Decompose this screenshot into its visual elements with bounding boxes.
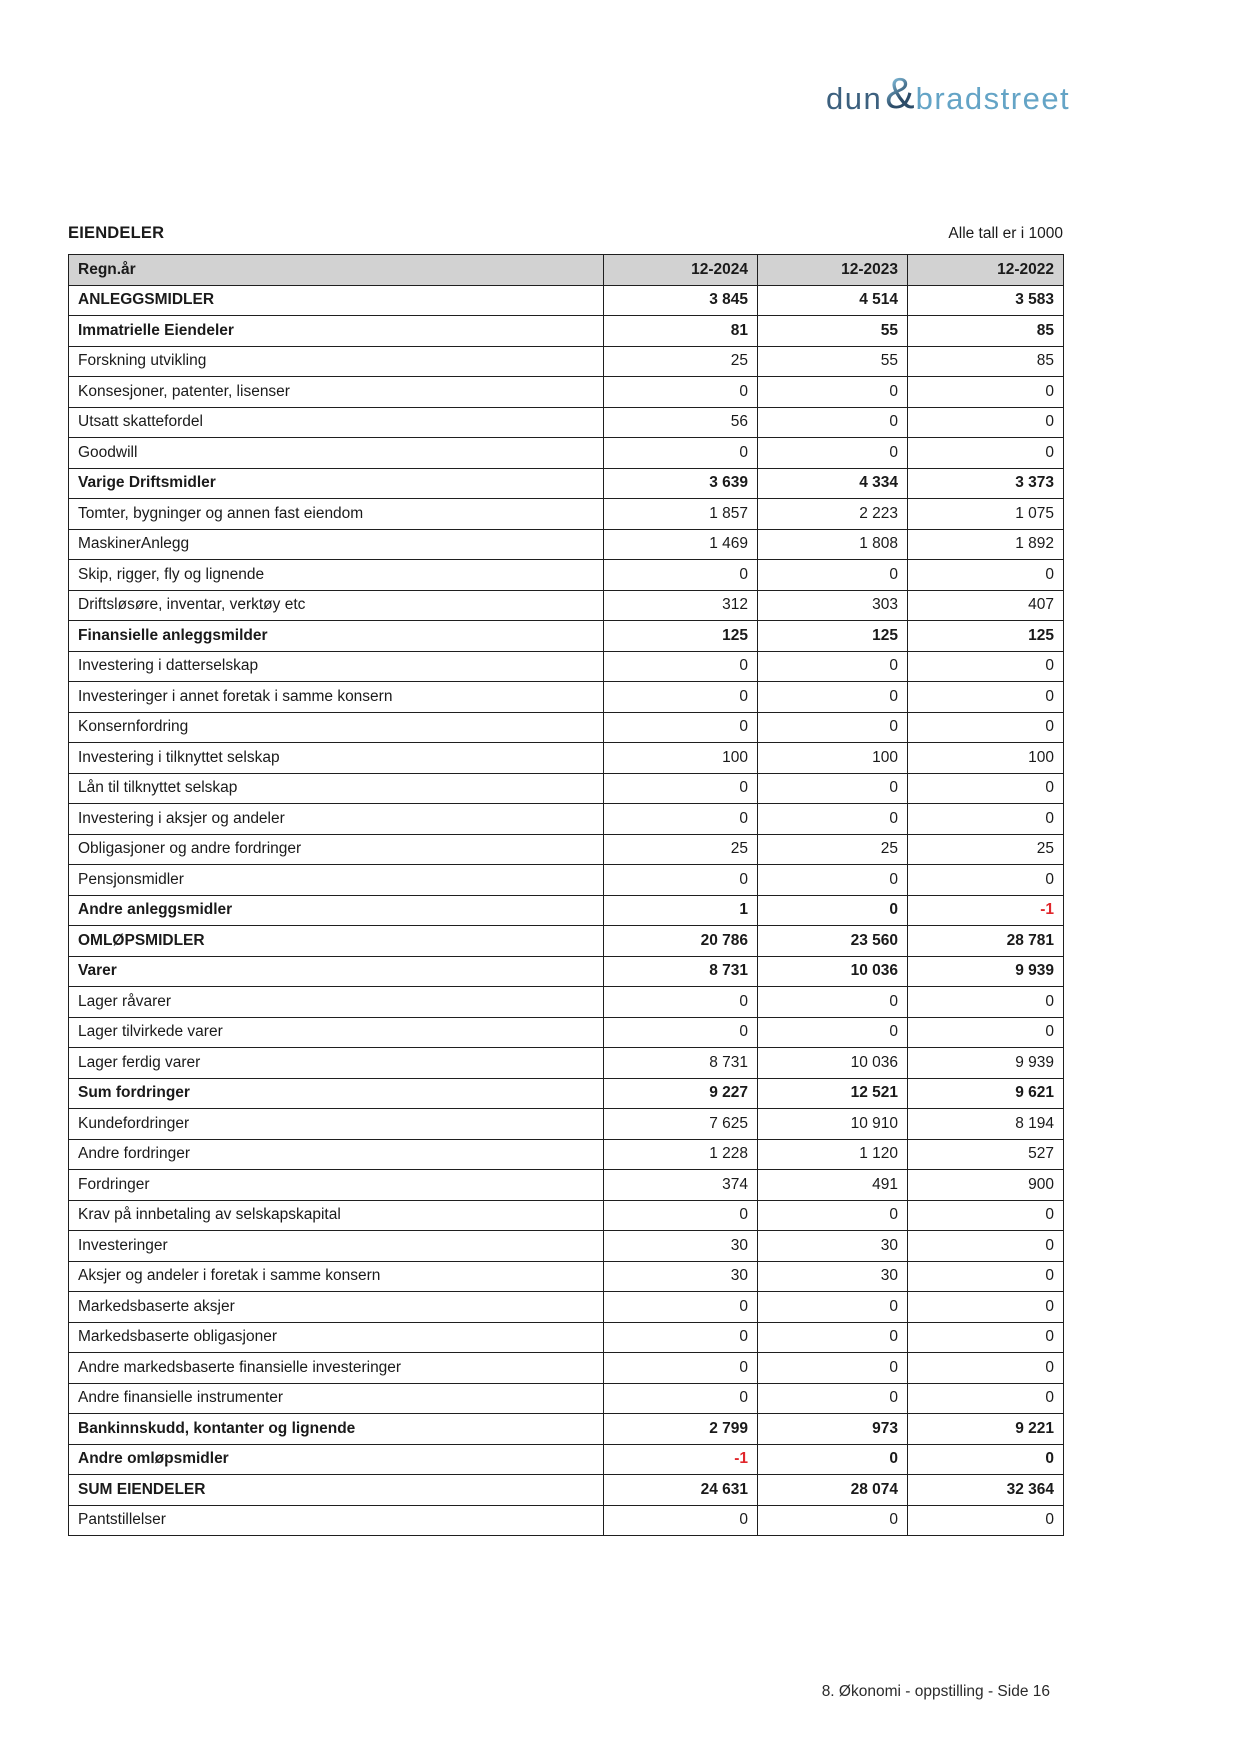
row-value: 0: [908, 712, 1064, 743]
row-label: Andre finansielle instrumenter: [69, 1383, 604, 1414]
row-value: 100: [908, 743, 1064, 774]
table-row: [69, 956, 1064, 987]
row-label: Investering i aksjer og andeler: [69, 804, 604, 835]
row-label: Investering i datterselskap: [69, 651, 604, 682]
row-value: 0: [758, 1353, 908, 1384]
row-value: 9 227: [604, 1078, 758, 1109]
row-value: 25: [604, 834, 758, 865]
row-label: Skip, rigger, fly og lignende: [69, 560, 604, 591]
row-value: 0: [604, 1383, 758, 1414]
column-header-regnar: Regn.år: [69, 255, 604, 286]
row-label: Varer: [69, 956, 604, 987]
page-title: EIENDELER: [68, 224, 165, 242]
table-row: [69, 285, 1064, 316]
row-value: 30: [758, 1261, 908, 1292]
table-row: [69, 1444, 1064, 1475]
row-label: Markedsbaserte aksjer: [69, 1292, 604, 1323]
table-row: [69, 712, 1064, 743]
row-value: 0: [604, 1353, 758, 1384]
row-value: 0: [604, 1017, 758, 1048]
row-value: 2 223: [758, 499, 908, 530]
row-label: Sum fordringer: [69, 1078, 604, 1109]
row-label: Kundefordringer: [69, 1109, 604, 1140]
row-label: Obligasjoner og andre fordringer: [69, 834, 604, 865]
row-value: 0: [758, 895, 908, 926]
row-value: 527: [908, 1139, 1064, 1170]
row-value: 0: [908, 438, 1064, 469]
row-value: 56: [604, 407, 758, 438]
row-value: 0: [604, 438, 758, 469]
row-value: 81: [604, 316, 758, 347]
row-value: 0: [758, 651, 908, 682]
table-row: [69, 499, 1064, 530]
row-label: Forskning utvikling: [69, 346, 604, 377]
table-row: [69, 1353, 1064, 1384]
row-value: 0: [604, 712, 758, 743]
row-value: 0: [908, 1322, 1064, 1353]
row-value: 3 583: [908, 285, 1064, 316]
row-value: 32 364: [908, 1475, 1064, 1506]
row-label: ANLEGGSMIDLER: [69, 285, 604, 316]
table-row: [69, 590, 1064, 621]
row-value: 900: [908, 1170, 1064, 1201]
row-value: 25: [604, 346, 758, 377]
row-label: Pantstillelser: [69, 1505, 604, 1536]
row-label: Pensjonsmidler: [69, 865, 604, 896]
dun-bradstreet-logo: [826, 69, 1071, 120]
row-value: 0: [604, 560, 758, 591]
row-value: 7 625: [604, 1109, 758, 1140]
table-row: [69, 1383, 1064, 1414]
row-value: 1 228: [604, 1139, 758, 1170]
row-value: 20 786: [604, 926, 758, 957]
page-footer: 8. Økonomi - oppstilling - Side 16: [821, 1683, 1050, 1700]
row-value: 100: [604, 743, 758, 774]
row-value: 0: [604, 377, 758, 408]
row-value: 0: [908, 1353, 1064, 1384]
row-label: Andre fordringer: [69, 1139, 604, 1170]
row-value: 303: [758, 590, 908, 621]
row-value: 28 781: [908, 926, 1064, 957]
row-label: Lager tilvirkede varer: [69, 1017, 604, 1048]
row-value: 10 036: [758, 956, 908, 987]
table-row: [69, 1505, 1064, 1536]
column-header-12-2022: 12-2022: [908, 255, 1064, 286]
row-value: 0: [908, 1261, 1064, 1292]
row-label: Lager råvarer: [69, 987, 604, 1018]
table-row: [69, 407, 1064, 438]
row-label: Markedsbaserte obligasjoner: [69, 1322, 604, 1353]
row-value: 374: [604, 1170, 758, 1201]
row-value: 55: [758, 316, 908, 347]
row-value: 0: [908, 804, 1064, 835]
row-value: 10 036: [758, 1048, 908, 1079]
row-value: 0: [604, 682, 758, 713]
table-row: [69, 651, 1064, 682]
row-label: Goodwill: [69, 438, 604, 469]
table-row: [69, 926, 1064, 957]
row-value: 0: [758, 987, 908, 1018]
table-row: [69, 865, 1064, 896]
row-value: 0: [604, 987, 758, 1018]
row-value: 0: [758, 1322, 908, 1353]
row-value: 1: [604, 895, 758, 926]
row-label: Investeringer: [69, 1231, 604, 1262]
row-value: 0: [758, 712, 908, 743]
row-value: 28 074: [758, 1475, 908, 1506]
table-row: [69, 1200, 1064, 1231]
logo-ampersand-icon: &: [885, 69, 915, 118]
row-label: Konsesjoner, patenter, lisenser: [69, 377, 604, 408]
row-value: 0: [604, 1505, 758, 1536]
row-label: Aksjer og andeler i foretak i samme konsern: [69, 1261, 604, 1292]
row-value: 0: [604, 1200, 758, 1231]
row-value: 0: [758, 773, 908, 804]
row-label: Konsernfordring: [69, 712, 604, 743]
row-value: 0: [908, 1200, 1064, 1231]
table-row: [69, 1170, 1064, 1201]
row-value: -1: [604, 1444, 758, 1475]
table-row: [69, 895, 1064, 926]
row-value: 1 892: [908, 529, 1064, 560]
row-label: MaskinerAnlegg: [69, 529, 604, 560]
row-value: 0: [758, 682, 908, 713]
column-header-12-2024: 12-2024: [604, 255, 758, 286]
row-value: 0: [758, 1292, 908, 1323]
row-value: 0: [758, 804, 908, 835]
row-value: 8 731: [604, 1048, 758, 1079]
table-row: [69, 743, 1064, 774]
units-note: Alle tall er i 1000: [948, 225, 1063, 242]
row-label: Andre omløpsmidler: [69, 1444, 604, 1475]
table-row: [69, 1292, 1064, 1323]
row-label: OMLØPSMIDLER: [69, 926, 604, 957]
row-label: Krav på innbetaling av selskapskapital: [69, 1200, 604, 1231]
row-label: Investeringer i annet foretak i samme konsern: [69, 682, 604, 713]
table-row: [69, 834, 1064, 865]
row-value: 0: [604, 773, 758, 804]
row-value: 491: [758, 1170, 908, 1201]
row-value: 0: [908, 987, 1064, 1018]
table-row: [69, 1475, 1064, 1506]
table-row: [69, 1139, 1064, 1170]
row-value: 3 845: [604, 285, 758, 316]
row-value: 24 631: [604, 1475, 758, 1506]
table-body: [69, 285, 1064, 1536]
table-header-row: [69, 255, 1064, 286]
row-value: 9 221: [908, 1414, 1064, 1445]
column-header-12-2023: 12-2023: [758, 255, 908, 286]
row-value: 23 560: [758, 926, 908, 957]
row-value: 1 808: [758, 529, 908, 560]
row-value: 0: [758, 1383, 908, 1414]
table-row: [69, 773, 1064, 804]
row-label: Andre anleggsmidler: [69, 895, 604, 926]
row-label: Lager ferdig varer: [69, 1048, 604, 1079]
table-row: [69, 987, 1064, 1018]
row-value: 125: [604, 621, 758, 652]
row-value: 0: [908, 1505, 1064, 1536]
row-value: 0: [758, 1444, 908, 1475]
table-row: [69, 346, 1064, 377]
row-value: 25: [758, 834, 908, 865]
row-value: 0: [758, 407, 908, 438]
row-label: Driftsløsøre, inventar, verktøy etc: [69, 590, 604, 621]
row-value: 0: [908, 560, 1064, 591]
row-value: 10 910: [758, 1109, 908, 1140]
row-value: 0: [908, 407, 1064, 438]
table-row: [69, 1078, 1064, 1109]
row-value: 0: [908, 1383, 1064, 1414]
row-value: 0: [908, 682, 1064, 713]
row-value: 9 939: [908, 956, 1064, 987]
table-row: [69, 529, 1064, 560]
row-value: 30: [758, 1231, 908, 1262]
row-value: 125: [758, 621, 908, 652]
logo-text-bradstreet: bradstreet: [915, 80, 1071, 116]
row-value: 8 731: [604, 956, 758, 987]
row-value: 1 120: [758, 1139, 908, 1170]
row-value: 0: [908, 377, 1064, 408]
balance-sheet-table: [68, 254, 1064, 1536]
row-value: 4 514: [758, 285, 908, 316]
row-value: 8 194: [908, 1109, 1064, 1140]
row-value: 312: [604, 590, 758, 621]
row-value: 2 799: [604, 1414, 758, 1445]
table-row: [69, 560, 1064, 591]
row-value: 0: [758, 377, 908, 408]
row-label: Andre markedsbaserte finansielle investeringer: [69, 1353, 604, 1384]
row-value: 100: [758, 743, 908, 774]
row-value: 0: [758, 1200, 908, 1231]
row-value: 30: [604, 1261, 758, 1292]
row-value: 4 334: [758, 468, 908, 499]
table-row: [69, 438, 1064, 469]
table-row: [69, 1017, 1064, 1048]
row-label: Utsatt skattefordel: [69, 407, 604, 438]
row-value: -1: [908, 895, 1064, 926]
title-bar: [68, 224, 1063, 243]
row-label: Bankinnskudd, kontanter og lignende: [69, 1414, 604, 1445]
row-value: 125: [908, 621, 1064, 652]
row-label: Tomter, bygninger og annen fast eiendom: [69, 499, 604, 530]
row-value: 0: [908, 1231, 1064, 1262]
table-row: [69, 377, 1064, 408]
row-label: Fordringer: [69, 1170, 604, 1201]
row-value: 0: [604, 651, 758, 682]
row-value: 973: [758, 1414, 908, 1445]
row-value: 0: [908, 865, 1064, 896]
row-value: 9 939: [908, 1048, 1064, 1079]
table-row: [69, 621, 1064, 652]
row-value: 0: [604, 865, 758, 896]
logo-text-dun: dun: [826, 80, 883, 116]
row-value: 85: [908, 316, 1064, 347]
row-value: 9 621: [908, 1078, 1064, 1109]
row-value: 1 469: [604, 529, 758, 560]
row-value: 0: [604, 1292, 758, 1323]
row-value: 25: [908, 834, 1064, 865]
row-value: 0: [908, 1017, 1064, 1048]
row-label: Immatrielle Eiendeler: [69, 316, 604, 347]
row-value: 0: [758, 438, 908, 469]
row-value: 1 857: [604, 499, 758, 530]
row-value: 0: [604, 804, 758, 835]
table-row: [69, 1322, 1064, 1353]
row-value: 0: [758, 1017, 908, 1048]
row-value: 3 373: [908, 468, 1064, 499]
row-value: 0: [758, 1505, 908, 1536]
row-value: 55: [758, 346, 908, 377]
row-value: 30: [604, 1231, 758, 1262]
row-label: Varige Driftsmidler: [69, 468, 604, 499]
table-row: [69, 1109, 1064, 1140]
row-label: SUM EIENDELER: [69, 1475, 604, 1506]
row-value: 3 639: [604, 468, 758, 499]
row-value: 0: [908, 1292, 1064, 1323]
row-label: Lån til tilknyttet selskap: [69, 773, 604, 804]
row-label: Investering i tilknyttet selskap: [69, 743, 604, 774]
table-row: [69, 1231, 1064, 1262]
table-row: [69, 1414, 1064, 1445]
row-value: 0: [758, 865, 908, 896]
row-value: 12 521: [758, 1078, 908, 1109]
row-value: 0: [908, 1444, 1064, 1475]
table-row: [69, 804, 1064, 835]
table-row: [69, 468, 1064, 499]
table-row: [69, 682, 1064, 713]
row-value: 407: [908, 590, 1064, 621]
row-value: 0: [908, 773, 1064, 804]
table-row: [69, 316, 1064, 347]
table-row: [69, 1261, 1064, 1292]
row-value: 0: [908, 651, 1064, 682]
row-value: 1 075: [908, 499, 1064, 530]
table-row: [69, 1048, 1064, 1079]
row-label: Finansielle anleggsmilder: [69, 621, 604, 652]
row-value: 0: [604, 1322, 758, 1353]
row-value: 85: [908, 346, 1064, 377]
row-value: 0: [758, 560, 908, 591]
